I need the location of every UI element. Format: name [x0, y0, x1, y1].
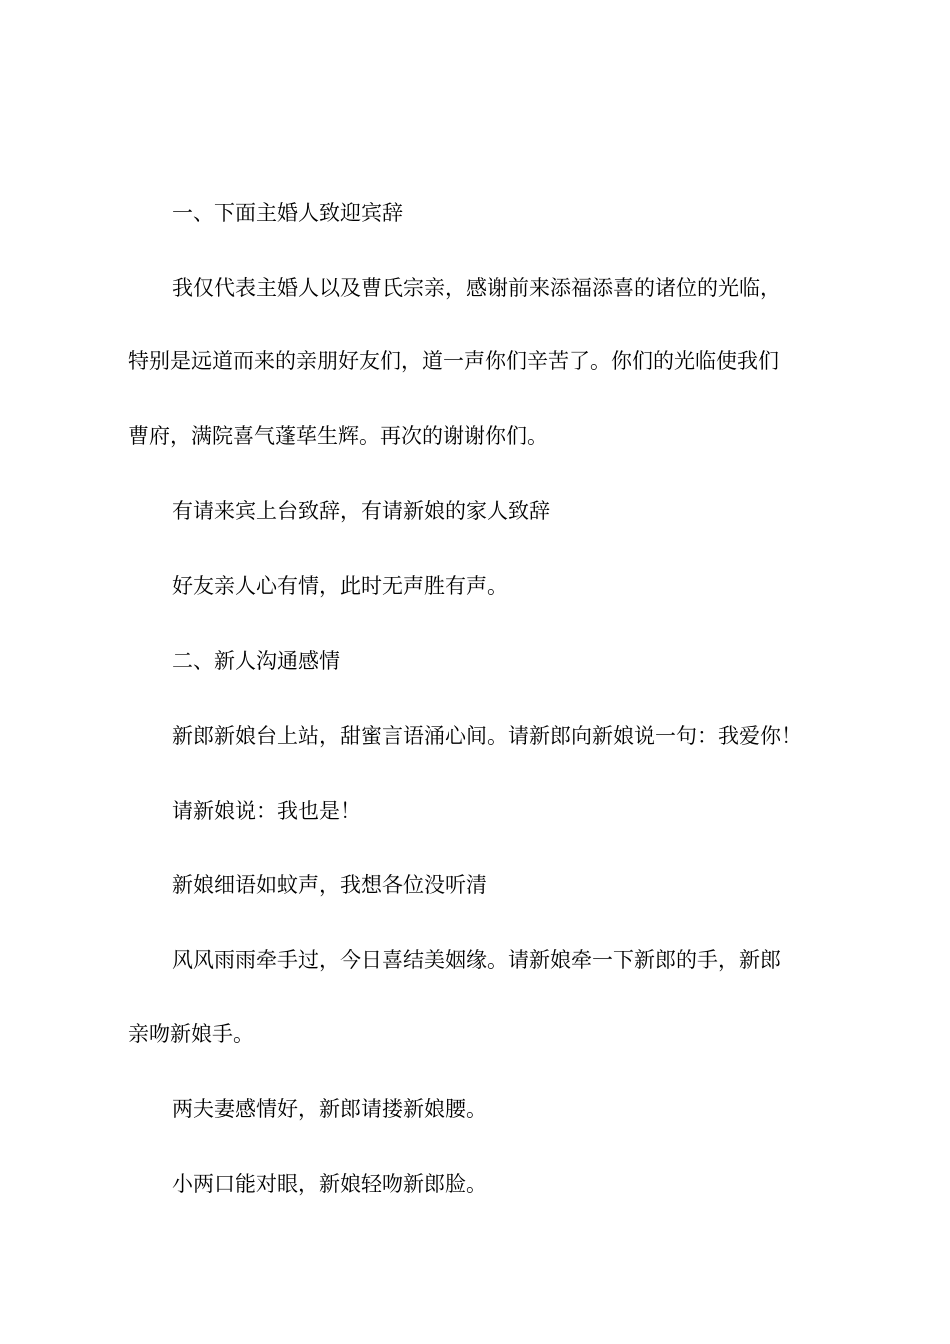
paragraph-line: 请新娘说：我也是！: [172, 799, 361, 823]
paragraph-line: 我仅代表主婚人以及曹氏宗亲，感谢前来添福添喜的诸位的光临，: [172, 276, 781, 300]
paragraph-line: 好友亲人心有情，此时无声胜有声。: [172, 574, 508, 598]
paragraph-line: 新郎新娘台上站，甜蜜言语涌心间。请新郎向新娘说一句：我爱你！: [172, 724, 802, 748]
section-heading-1: 一、下面主婚人致迎宾辞: [172, 201, 403, 225]
paragraph-line: 有请来宾上台致辞，有请新娘的家人致辞: [172, 499, 550, 523]
section-heading-2: 二、新人沟通感情: [172, 649, 340, 673]
paragraph-line: 特别是远道而来的亲朋好友们，道一声你们辛苦了。你们的光临使我们: [128, 349, 779, 373]
paragraph-line: 新娘细语如蚊声，我想各位没听清: [172, 873, 487, 897]
paragraph-line: 曹府，满院喜气蓬荜生辉。再次的谢谢你们。: [128, 424, 548, 448]
paragraph-line: 风风雨雨牵手过，今日喜结美姻缘。请新娘牵一下新郎的手，新郎: [172, 948, 781, 972]
paragraph-line: 亲吻新娘手。: [128, 1022, 254, 1046]
paragraph-line: 小两口能对眼，新娘轻吻新郎脸。: [172, 1172, 487, 1196]
paragraph-line: 两夫妻感情好，新郎请搂新娘腰。: [172, 1097, 487, 1121]
